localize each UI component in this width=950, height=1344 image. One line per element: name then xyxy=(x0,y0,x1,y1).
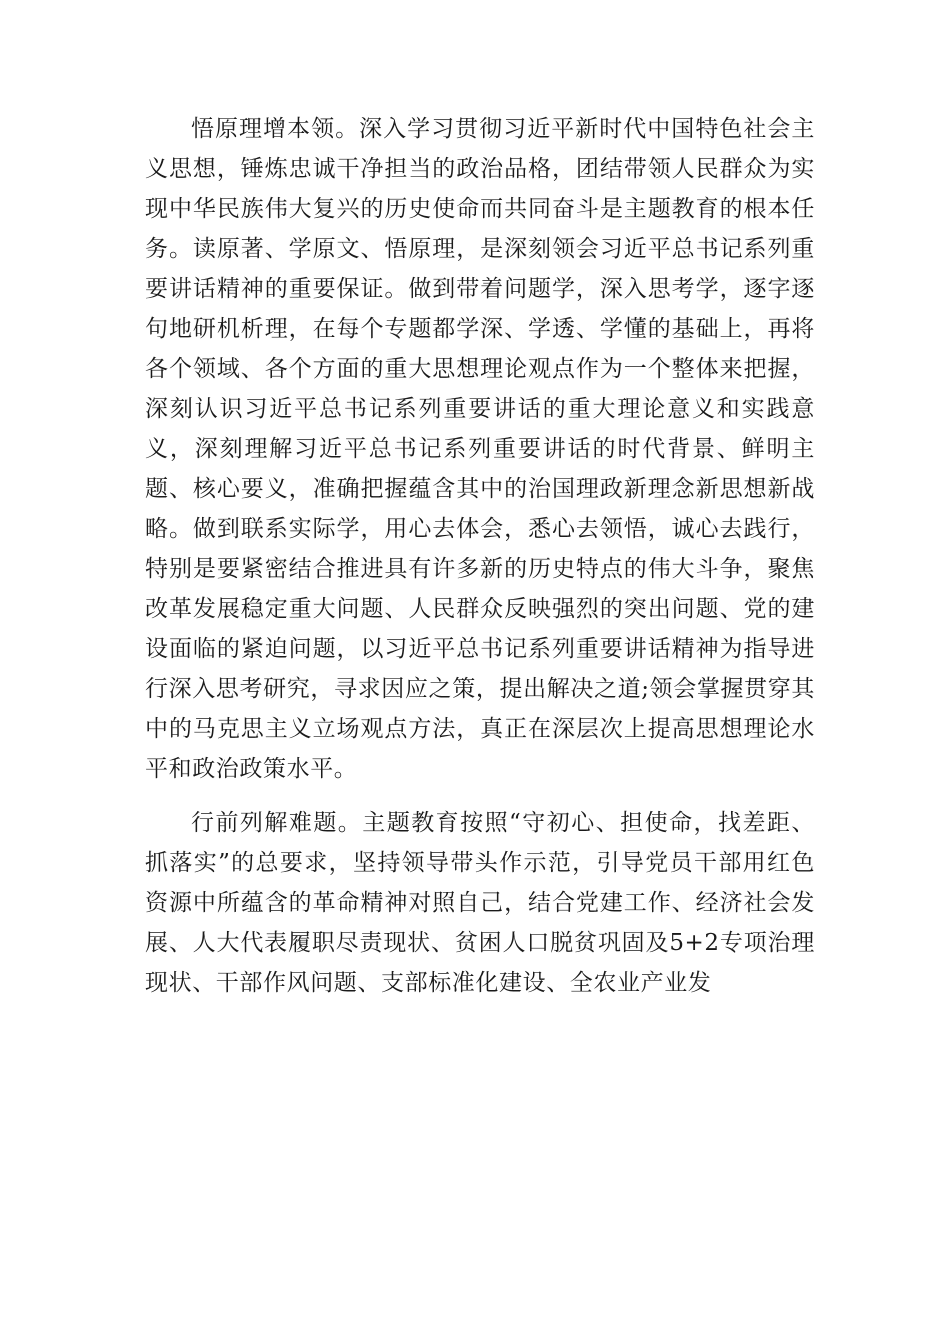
document-body xyxy=(145,109,815,1003)
paragraph-understand-principles: 悟原理增本领。深入学习贯彻习近平新时代中国特色社会主义思想，锤炼忠诚干净担当的政治品格，团结带领人民群众为实现中华民族伟大复兴的历史使命而共同奋斗是主题教育的根本任务。读原著、学原文、悟原理，是深刻领会习近平总书记系列重要讲话精神的重要保证。做到带着问题学，深入思考学，逐字逐句地研机析理，在每个专题都学深、学透、学懂的基础上，再将各个领域、各个方面的重大思想理论观点作为一个整体来把握，深刻认识习近平总书记系列重要讲话的重大理论意义和实践意义，深刻理解习近平总书记系列重要讲话的时代背景、鲜明主题、核心要义，准确把握蕴含其中的治国理政新理念新思想新战略。做到联系实际学，用心去体会，悉心去领悟，诚心去践行，特别是要紧密结合推进具有许多新的历史特点的伟大斗争，聚焦改革发展稳定重大问题、人民群众反映强烈的突出问题、党的建设面临的紧迫问题，以习近平总书记系列重要讲话精神为指导进行深入思考研究，寻求因应之策，提出解决之道;领会掌握贯穿其中的马克思主义立场观点方法，真正在深层次上提高思想理论水平和政治政策水平。 xyxy=(145,116,815,782)
paragraph-solve-problems: 行前列解难题。主题教育按照“守初心、担使命，找差距、抓落实”的总要求，坚持领导带头作示范，引导党员干部用红色资源中所蕴含的革命精神对照自己，结合党建工作、经济社会发展、人大代表履职尽责现状、贫困人口脱贫巩固及5+2专项治理现状、干部作风问题、支部标准化建设、全农业产业发 xyxy=(145,810,815,996)
